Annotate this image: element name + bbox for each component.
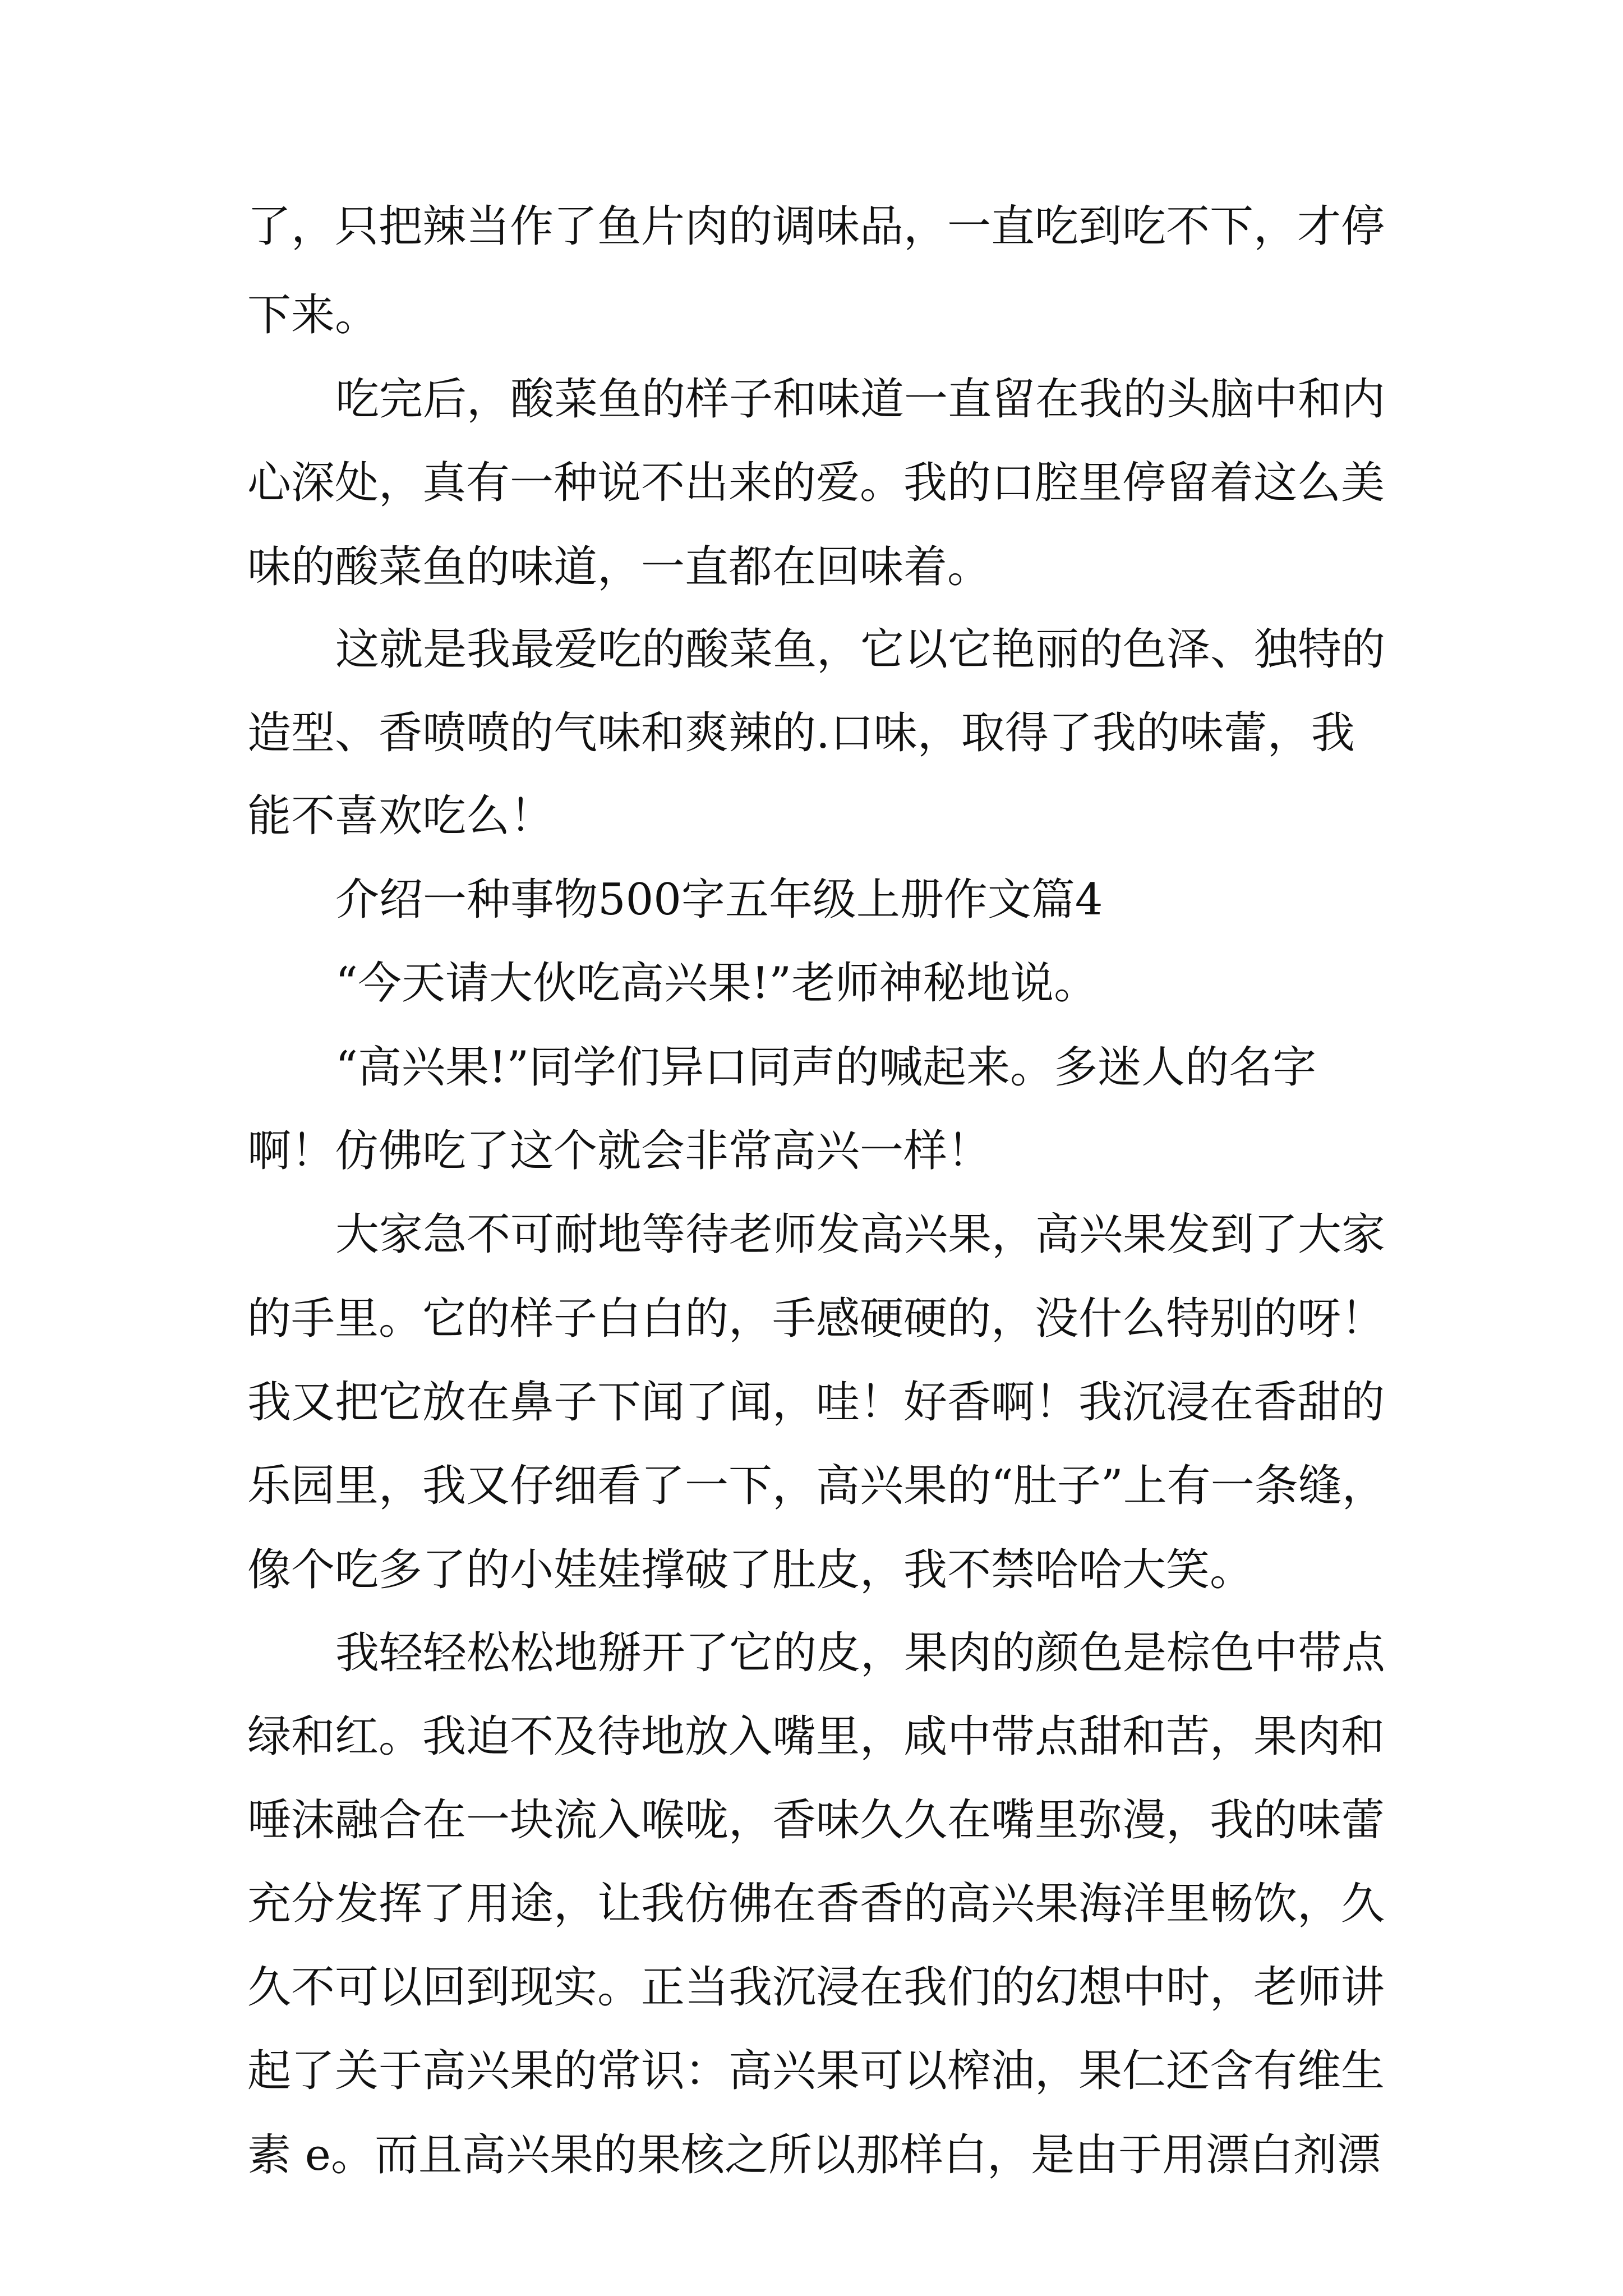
text-line: 吃完后，酸菜鱼的样子和味道一直留在我的头脑中和内 xyxy=(335,374,1386,425)
text-line: 大家急不可耐地等待老师发高兴果，高兴果发到了大家 xyxy=(335,1209,1386,1260)
text-line: “高兴果!”同学们异口同声的喊起来。多迷人的名字 xyxy=(335,1042,1317,1093)
text-line: 这就是我最爱吃的酸菜鱼，它以它艳丽的色泽、独特的 xyxy=(335,624,1386,675)
section-heading: 介绍一种事物500字五年级上册作文篇4 xyxy=(335,875,1103,925)
text-line: 素 e。而且高兴果的果核之所以那样白，是由于用漂白剂漂 xyxy=(247,2130,1381,2180)
text-line: “今天请大伙吃高兴果!”老师神秘地说。 xyxy=(335,958,1098,1009)
text-line: 我轻轻松松地掰开了它的皮，果肉的颜色是棕色中带点 xyxy=(335,1628,1386,1678)
text-line: 乐园里，我又仔细看了一下，高兴果的“肚子”上有一条缝， xyxy=(247,1461,1386,1511)
text-line: 的手里。它的样子白白的，手感硬硬的，没什么特别的呀！ xyxy=(247,1294,1385,1344)
text-line: 充分发挥了用途，让我仿佛在香香的高兴果海洋里畅饮，久 xyxy=(247,1879,1385,1929)
text-line: 下来。 xyxy=(247,290,379,341)
text-line: 啊！仿佛吃了这个就会非常高兴一样！ xyxy=(247,1126,992,1176)
text-line: 我又把它放在鼻子下闻了闻，哇！好香啊！我沉浸在香甜的 xyxy=(247,1377,1385,1428)
text-line: 唾沫融合在一块流入喉咙，香味久久在嘴里弥漫，我的味蕾 xyxy=(247,1795,1385,1846)
text-line: 了，只把辣当作了鱼片肉的调味品，一直吃到吃不下，才停 xyxy=(247,201,1385,252)
text-line: 久不可以回到现实。正当我沉浸在我们的幻想中时，老师讲 xyxy=(247,1962,1385,2013)
text-line: 味的酸菜鱼的味道，一直都在回味着。 xyxy=(247,542,992,592)
text-line: 造型、香喷喷的气味和爽辣的.口味，取得了我的味蕾，我 xyxy=(247,708,1355,758)
text-line: 心深处，真有一种说不出来的爱。我的口腔里停留着这么美 xyxy=(247,458,1385,508)
text-line: 能不喜欢吃么！ xyxy=(247,791,554,841)
text-line: 绿和红。我迫不及待地放入嘴里，咸中带点甜和苦，果肉和 xyxy=(247,1711,1385,1762)
text-line: 起了关于高兴果的常识：高兴果可以榨油，果仁还含有维生 xyxy=(247,2046,1385,2096)
text-line: 像个吃多了的小娃娃撑破了肚皮，我不禁哈哈大笑。 xyxy=(247,1545,1254,1595)
